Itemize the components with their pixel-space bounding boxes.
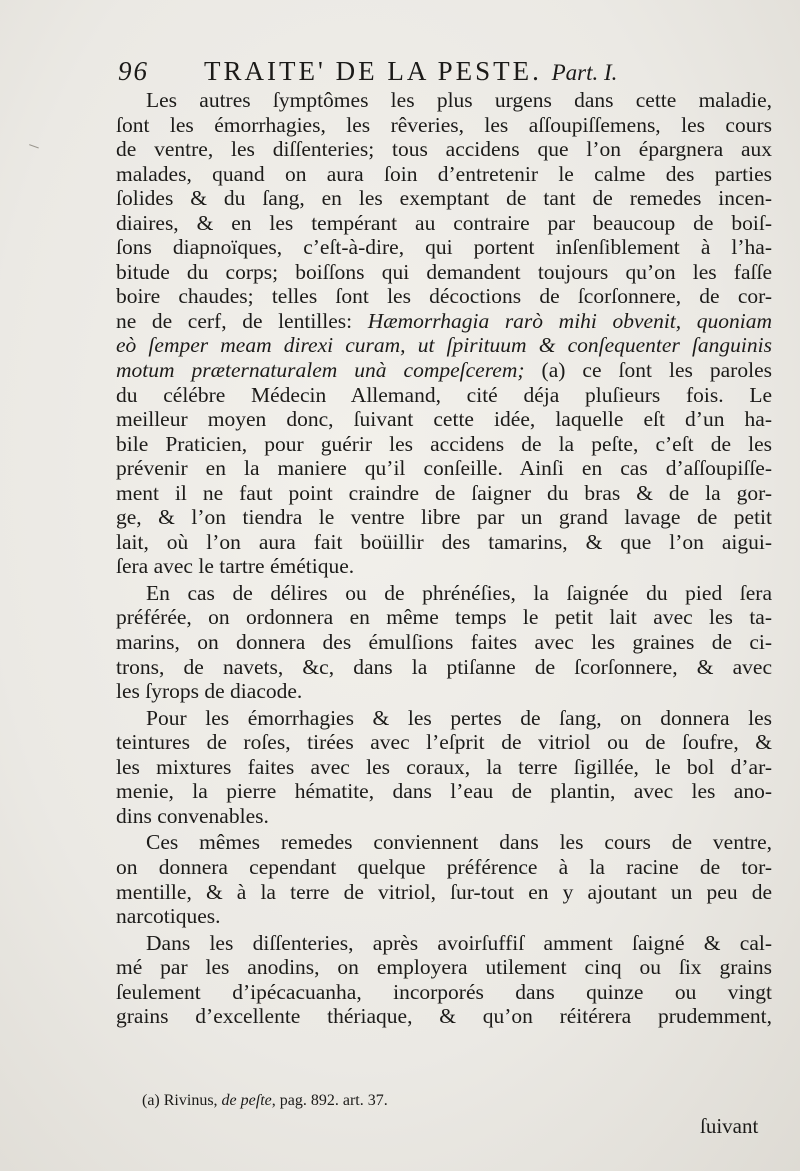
- text-segment: bile Praticien, pour guérir les accidens de la peſte, c’eſt de les: [116, 431, 772, 456]
- text-line: [116, 655, 772, 680]
- text-line: [116, 855, 772, 880]
- text-segment: Ces mêmes remedes conviennent dans les cours de ventre,: [146, 830, 772, 855]
- text-segment: mé par les anodins, on employera utilement cinq ou ſix grains: [116, 955, 772, 980]
- text-line: [116, 113, 772, 138]
- catchword: ſuivant: [700, 1114, 759, 1138]
- italic-quotation: Hæmorrhagia rarò mihi obvenit, quoniam: [367, 308, 773, 333]
- footnote-source: de peſte: [221, 1092, 272, 1109]
- text-line: [116, 931, 772, 956]
- running-title-text: TRAITE' DE LA PESTE.: [204, 56, 542, 86]
- text-segment: mentille, & à la terre de vitriol, ſur-tout en y ajoutant un peu de: [116, 879, 772, 904]
- text-line: [116, 880, 772, 905]
- text-segment: En cas de délires ou de phrénéſies, la ſaignée du pied ſera: [146, 580, 772, 605]
- text-line: [116, 211, 772, 236]
- text-line: [116, 830, 772, 855]
- text-line: [116, 505, 772, 530]
- text-segment: on donnera cependant quelque préférence à la racine de tor-: [116, 854, 772, 879]
- text-segment: boire chaudes; telles ſont les décoctions de ſcorſonnere, de cor-: [116, 284, 772, 309]
- text-line: [116, 162, 772, 187]
- text-segment: ne de cerf, de lentilles:: [116, 308, 368, 333]
- text-line: [116, 554, 772, 579]
- text-segment: ſera avec le tartre émétique.: [116, 554, 355, 579]
- running-title: [204, 56, 617, 87]
- text-line: [116, 260, 772, 285]
- text-line: [116, 904, 772, 929]
- text-line: [116, 456, 772, 481]
- text-segment: bitude du corps; boiſſons qui demandent toujours qu’on les faſſe: [116, 259, 772, 284]
- text-segment: ſeulement d’ipécacuanha, incorporés dans quinze ou vingt: [116, 979, 772, 1004]
- text-line: [116, 88, 772, 113]
- text-line: [116, 955, 772, 980]
- text-segment: les ſyrops de diacode.: [116, 679, 303, 704]
- text-line: [116, 706, 772, 731]
- italic-quotation: motum præternaturalem unà compeſcerem;: [116, 358, 542, 383]
- text-line: [116, 605, 772, 630]
- text-segment: ſont les émorrhagies, les rêveries, les aſſoupiſſemens, les cours: [116, 112, 772, 137]
- text-segment: diaires, & en les tempérant au contraire par beaucoup de boiſ-: [116, 210, 772, 235]
- text-line: [116, 755, 772, 780]
- text-segment: les mixtures faites avec les coraux, la terre ſigillée, le bol d’ar-: [116, 754, 772, 779]
- text-segment: Les autres ſymptômes les plus urgens dans cette maladie,: [146, 88, 772, 112]
- text-segment: ſons diapnoïques, c’eſt-à-dire, qui portent inſenſiblement à l’ha-: [116, 235, 772, 260]
- text-segment: menie, la pierre hématite, dans l’eau de plantin, avec les ano-: [116, 779, 772, 804]
- body-text: [116, 88, 772, 1029]
- text-line: [116, 137, 772, 162]
- text-line: [116, 679, 772, 704]
- text-line: [116, 779, 772, 804]
- italic-quotation: eò ſemper meam direxi curam, ut ſpirituum & conſequenter ſanguinis: [116, 333, 772, 358]
- text-line: [116, 530, 772, 555]
- text-segment: (a) ce ſont les paroles: [541, 358, 772, 383]
- text-line: [116, 581, 772, 606]
- page-number: 96: [118, 56, 149, 86]
- text-line: [116, 432, 772, 457]
- text-segment: Pour les émorrhagies & les pertes de ſang, on donnera les: [146, 705, 772, 730]
- text-segment: préférée, on ordonnera en même temps le petit lait avec les ta-: [116, 605, 772, 630]
- text-line: [116, 1004, 772, 1029]
- text-line: [116, 980, 772, 1005]
- text-segment: du célébre Médecin Allemand, cité déja pluſieurs fois. Le: [116, 382, 772, 407]
- text-line: [116, 481, 772, 506]
- text-segment: dins convenables.: [116, 803, 269, 828]
- text-segment: ge, & l’on tiendra le ventre libre par un grand lavage de petit: [116, 505, 772, 530]
- footnote-reference: , pag. 892. art. 37.: [271, 1092, 388, 1109]
- text-segment: lait, où l’on aura fait boüillir des tamarins, & que l’on aigui-: [116, 529, 772, 554]
- text-line: [116, 186, 772, 211]
- text-line: [116, 309, 772, 334]
- footnote-marker: (a) Rivinus,: [142, 1092, 222, 1109]
- part-label: Part. I.: [551, 60, 618, 85]
- text-line: [116, 407, 772, 432]
- text-line: [116, 333, 772, 358]
- text-segment: ment il ne faut point craindre de ſaigner du bras & de la gor-: [116, 480, 772, 505]
- text-line: [116, 235, 772, 260]
- text-line: [116, 730, 772, 755]
- text-line: [116, 804, 772, 829]
- margin-mark: [29, 139, 41, 149]
- text-segment: marins, on donnera des émulſions faites avec les graines de ci-: [116, 630, 772, 655]
- text-line: [116, 630, 772, 655]
- text-segment: meilleur moyen donc, ſuivant cette idée, laquelle eſt d’un ha-: [116, 407, 772, 432]
- text-segment: grains d’excellente thériaque, & qu’on réitérera prudemment,: [116, 1004, 772, 1029]
- text-segment: Dans les diſſenteries, après avoirſuffiſ amment ſaigné & cal-: [146, 930, 772, 955]
- text-segment: ſolides & du ſang, en les exemptant de tant de remedes incen-: [116, 186, 772, 211]
- text-segment: de ventre, les diſſenteries; tous accidens que l’on épargnera aux: [116, 137, 772, 162]
- text-segment: malades, quand on aura ſoin d’entretenir le calme des parties: [116, 161, 772, 186]
- text-segment: narcotiques.: [116, 904, 221, 929]
- text-segment: trons, de navets, &c, dans la ptiſanne de ſcorſonnere, & avec: [116, 654, 772, 679]
- footnote: [142, 1092, 388, 1110]
- text-line: [116, 383, 772, 408]
- text-line: [116, 358, 772, 383]
- text-segment: prévenir en la maniere qu’il conſeille. Ainſi en cas d’aſſoupiſſe-: [116, 456, 772, 481]
- text-line: [116, 284, 772, 309]
- text-segment: teintures de roſes, tirées avec l’eſprit de vitriol ou de ſoufre, &: [116, 730, 772, 755]
